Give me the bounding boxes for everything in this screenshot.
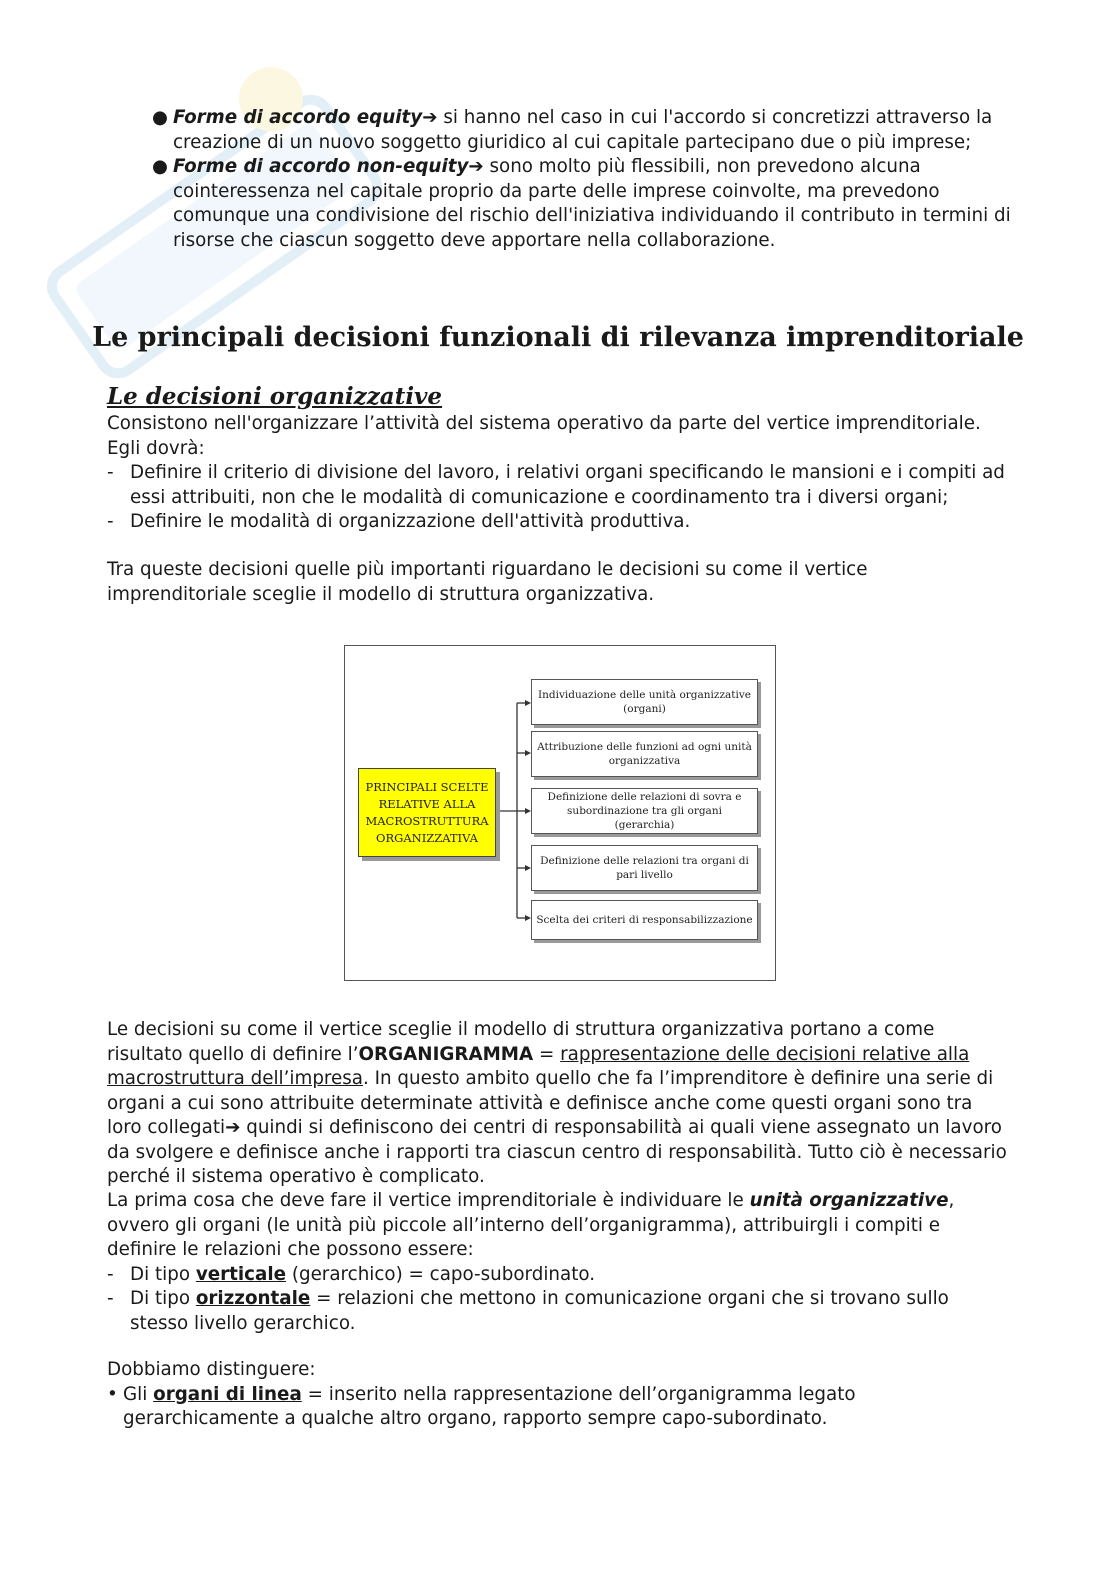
main-heading: Le principali decisioni funzionali di rilevanza imprenditoriale [92, 322, 1024, 353]
diagram-item: Scelta dei criteri di responsabilizzazione [531, 900, 758, 940]
unita-paragraph: La prima cosa che deve fare il vertice imprenditoriale è individuare le unità organizzative, ovvero gli organi (le unità più piccole all’interno dell’organigramma), attribuirgli i compiti e definire le relazioni che possono essere: - Di tipo verticale (gerarchico) = capo-subordinato. - Di tipo orizzontale = relazioni che mettono in comunicazione organi che si trovano sullo stesso livello gerarchico. [107, 1189, 1012, 1336]
list-item: - Definire il criterio di divisione del lavoro, i relativi organi specificando le mansioni e i compiti ad essi attribuiti, non che le modalità di comunicazione e coordinamento tra i diversi organi; [107, 462, 1005, 508]
modello-paragraph: Tra queste decisioni quelle più importanti riguardano le decisioni su come il vertice imprenditoriale sceglie il modello di struttura organizzativa. [107, 559, 868, 605]
arrow-icon: ➔ [468, 156, 484, 177]
list-item: - Di tipo orizzontale = relazioni che mettono in comunicazione organi che si trovano sullo stesso livello gerarchico. [107, 1288, 949, 1334]
arrow-icon: ➔ [225, 1117, 241, 1138]
diagram-item: Individuazione delle unità organizzative (organi) [531, 679, 758, 725]
list-item: ● Forme di accordo non-equity➔ sono molto più flessibili, non prevedono alcuna cointeressenza nel capitale proprio da parte delle imprese coinvolte, ma prevedono comunque una condivisione del rischio dell'iniziativa individuando il contributo in termini di risorse che ciascun soggetto deve apportare nella collaborazione. [152, 156, 1011, 251]
bullet-dot-icon: • [107, 1383, 118, 1405]
list-item: - Di tipo verticale (gerarchico) = capo-subordinato. [107, 1263, 596, 1285]
list-item: • Gli organi di linea = inserito nella rappresentazione dell’organigramma legato gerarchicamente a qualche altro organo, rapporto sempre capo-subordinato. [107, 1383, 856, 1429]
diagram-item: Attribuzione delle funzioni ad ogni unità organizzativa [531, 731, 758, 777]
macrostructure-diagram [344, 645, 776, 981]
organigramma-paragraph: Le decisioni su come il vertice sceglie il modello di struttura organizzativa portano a come risultato quello di definire l’ORGANIGRAMMA = rappresentazione delle decisioni relative alla macrostruttura dell’impresa. In questo ambito quello che fa l’imprenditore è definire una serie di organi a cui sono attribuite determinate attività e definisce anche come questi organi sono tra loro collegati➔ quindi si definiscono dei centri di responsabilità ai quali viene assegnato un lavoro da svolgere e definisce anche i rapporti tra ciascun centro di responsabilità. Tutto ciò è necessario perché il sistema operativo è complicato. [107, 1019, 1007, 1187]
intro-paragraph: Consistono nell'organizzare l’attività del sistema operativo da parte del vertice imprenditoriale. Egli dovrà: - Definire il criterio di divisione del lavoro, i relativi organi specificando le mansioni e i compiti ad essi attribuiti, non che le modalità di comunicazione e coordinamento tra i diversi organi; - Definire le modalità di organizzazione dell'attività produttiva. [107, 412, 1012, 535]
section-heading: Le decisioni organizzative [107, 383, 443, 410]
list-item: - Definire le modalità di organizzazione dell'attività produttiva. [107, 511, 691, 532]
equity-bullet-list [152, 106, 1012, 253]
bullet-dot-icon: ● [152, 156, 168, 177]
main-choice-box: PRINCIPALI SCELTE RELATIVE ALLA MACROSTRUTTURA ORGANIZZATIVA [358, 768, 496, 857]
arrow-icon: ➔ [422, 107, 438, 128]
bullet-dot-icon: ● [152, 107, 168, 128]
list-item: ● Forme di accordo equity➔ si hanno nel caso in cui l'accordo si concretizzi attraverso la creazione di un nuovo soggetto giuridico al cui capitale partecipano due o più imprese; [152, 107, 993, 153]
distinguere-paragraph: Dobbiamo distinguere: • Gli organi di linea = inserito nella rappresentazione dell’organigramma legato gerarchicamente a qualche altro organo, rapporto sempre capo-subordinato. [107, 1358, 1012, 1432]
diagram-item: Definizione delle relazioni di sovra e subordinazione tra gli organi (gerarchia) [531, 788, 758, 834]
diagram-item: Definizione delle relazioni tra organi di pari livello [531, 845, 758, 891]
